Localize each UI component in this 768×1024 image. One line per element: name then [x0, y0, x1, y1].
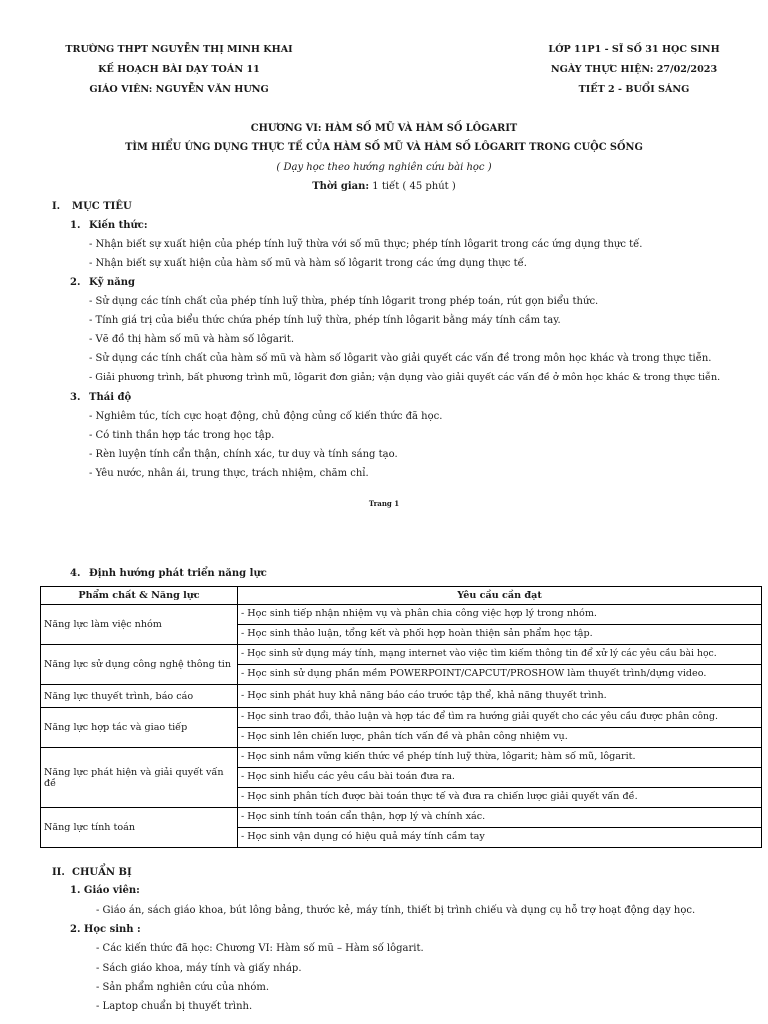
- requirement-item: - Học sinh thảo luận, tổng kết và phối hợp hoàn thiện sản phẩm học tập.: [241, 628, 593, 639]
- skills-item: - Tính giá trị của biểu thức chứa phép tính luỹ thừa, phép tính lôgarit bằng máy tính cầm tay.: [89, 315, 561, 326]
- knowledge-item: - Nhận biết sự xuất hiện của hàm số mũ và hàm số lôgarit trong các ứng dụng thực tế.: [89, 258, 527, 269]
- student-prep-item: - Các kiến thức đã học: Chương VI: Hàm số mũ – Hàm số lôgarit.: [96, 943, 424, 954]
- requirement-item: - Học sinh phân tích được bài toán thực tế và đưa ra chiến lược giải quyết vấn đề.: [241, 791, 638, 802]
- requirement-item: - Học sinh hiểu các yêu cầu bài toán đưa ra.: [238, 768, 761, 788]
- competency-requirements: [238, 645, 762, 685]
- table-row: [41, 808, 762, 848]
- table-header-requirements: Yêu cầu cần đạt: [238, 587, 762, 605]
- chapter-title: CHƯƠNG VI: HÀM SỐ MŨ VÀ HÀM SỐ LÔGARIT: [250, 123, 518, 134]
- competency-table: [40, 586, 762, 848]
- table-row: [41, 708, 762, 748]
- attitude-title: Thái độ: [89, 392, 132, 403]
- competency-requirements: [238, 605, 762, 645]
- competency-requirements: [238, 748, 762, 808]
- requirement-item: - Học sinh nắm vững kiến thức về phép tính luỹ thừa, lôgarit; hàm số mũ, lôgarit.: [238, 748, 761, 768]
- competency-name: Năng lực sử dụng công nghệ thông tin: [41, 645, 238, 685]
- section1-number: I.: [52, 201, 61, 212]
- teacher-name: GIÁO VIÊN: NGUYỄN VĂN HƯNG: [89, 84, 269, 95]
- table-header-competency: Phẩm chất & Năng lực: [41, 587, 238, 605]
- student-prep-item: - Sách giáo khoa, máy tính và giấy nháp.: [96, 963, 302, 974]
- knowledge-number: 1.: [70, 220, 81, 231]
- requirement-item: - Học sinh tiếp nhận nhiệm vụ và phân chia công việc hợp lý trong nhóm.: [238, 605, 761, 625]
- competency-name: Năng lực phát hiện và giải quyết vấn đề: [41, 748, 238, 808]
- competency-name: Năng lực làm việc nhóm: [41, 605, 238, 645]
- competency-name: Năng lực thuyết trình, báo cáo: [41, 685, 238, 708]
- duration-value: 1 tiết ( 45 phút ): [369, 181, 456, 192]
- knowledge-title: Kiến thức:: [89, 220, 148, 231]
- attitude-item: - Có tinh thần hợp tác trong học tập.: [89, 430, 275, 441]
- skills-item: - Vẽ đồ thị hàm số mũ và hàm số lôgarit.: [89, 334, 295, 345]
- competency-requirements: [238, 685, 762, 708]
- lesson-plan-title: KẾ HOẠCH BÀI DẠY TOÁN 11: [98, 64, 260, 75]
- page-number: Trang 1: [368, 499, 400, 508]
- table-row: [41, 645, 762, 685]
- student-prep-item: - Sản phẩm nghiên cứu của nhóm.: [96, 982, 270, 993]
- requirement-item: - Học sinh lên chiến lược, phân tích vấn đề và phân công nhiệm vụ.: [241, 731, 568, 742]
- attitude-item: - Nghiêm túc, tích cực hoạt động, chủ động củng cố kiến thức đã học.: [89, 411, 443, 422]
- skills-item: - Sử dụng các tính chất của phép tính luỹ thừa, phép tính lôgarit trong phép toán, rút gọn biểu thức.: [89, 296, 599, 307]
- skills-item: - Giải phương trình, bất phương trình mũ, lôgarit đơn giản; vận dụng vào giải quyết các vấn đề ở môn học khác & trong thực tiễn.: [89, 372, 721, 383]
- attitude-number: 3.: [70, 392, 81, 403]
- section2-title: CHUẨN BỊ: [72, 867, 132, 878]
- table-row: [41, 685, 762, 708]
- attitude-item: - Yêu nước, nhân ái, trung thực, trách nhiệm, chăm chỉ.: [89, 468, 369, 479]
- date-info: NGÀY THỰC HIỆN: 27/02/2023: [550, 64, 718, 75]
- requirement-item: - Học sinh sử dụng phần mềm POWERPOINT/CAPCUT/PROSHOW làm thuyết trình/dựng video.: [241, 668, 707, 679]
- skills-number: 2.: [70, 277, 81, 288]
- knowledge-item: - Nhận biết sự xuất hiện của phép tính luỹ thừa với số mũ thực; phép tính lôgarit trong các ứng dụng thực tế.: [89, 239, 643, 250]
- table-header-row: [41, 587, 762, 605]
- table-row: [41, 605, 762, 645]
- period-info: TIẾT 2 - BUỔI SÁNG: [578, 84, 690, 95]
- requirement-item: - Học sinh trao đổi, thảo luận và hợp tác để tìm ra hướng giải quyết cho các yêu cầu được phân công.: [238, 708, 761, 728]
- competency-requirements: [238, 808, 762, 848]
- section1-title: MỤC TIÊU: [72, 201, 132, 212]
- school-name: TRƯỜNG THPT NGUYỄN THỊ MINH KHAI: [65, 44, 293, 55]
- student-prep-item: - Laptop chuẩn bị thuyết trình.: [96, 1001, 253, 1012]
- duration: [0, 181, 768, 192]
- competency-name: Năng lực hợp tác và giao tiếp: [41, 708, 238, 748]
- requirement-item: - Học sinh tính toán cẩn thận, hợp lý và chính xác.: [238, 808, 761, 828]
- table-row: [41, 748, 762, 808]
- duration-label: Thời gian:: [312, 181, 370, 192]
- teacher-prep-title: 1. Giáo viên:: [70, 885, 140, 896]
- requirement-item: - Học sinh vận dụng có hiệu quả máy tính cầm tay: [241, 831, 485, 842]
- skills-title: Kỹ năng: [89, 277, 135, 288]
- competency-number: 4.: [70, 568, 81, 579]
- topic-title: TÌM HIỂU ỨNG DỤNG THỰC TẾ CỦA HÀM SỐ MŨ VÀ HÀM SỐ LÔGARIT TRONG CUỘC SỐNG: [125, 142, 643, 153]
- skills-item: - Sử dụng các tính chất của hàm số mũ và hàm số lôgarit vào giải quyết các vấn đề trong môn học khác và trong thực tiễn.: [89, 353, 712, 364]
- section2-number: II.: [52, 867, 65, 878]
- teacher-prep-item: - Giáo án, sách giáo khoa, bút lông bảng, thước kẻ, máy tính, thiết bị trình chiếu và dụng cụ hỗ trợ hoạt động dạy học.: [96, 905, 696, 916]
- requirement-item: - Học sinh phát huy khả năng báo cáo trước tập thể, khả năng thuyết trình.: [241, 690, 607, 701]
- teaching-method: ( Dạy học theo hướng nghiên cứu bài học ): [276, 162, 492, 173]
- competency-requirements: [238, 708, 762, 748]
- competency-name: Năng lực tính toán: [41, 808, 238, 848]
- class-info: LỚP 11P1 - SĨ SỐ 31 HỌC SINH: [548, 44, 720, 55]
- competency-title: Định hướng phát triển năng lực: [89, 568, 267, 579]
- attitude-item: - Rèn luyện tính cẩn thận, chính xác, tư duy và tính sáng tạo.: [89, 449, 398, 460]
- student-prep-title: 2. Học sinh :: [70, 924, 141, 935]
- requirement-item: - Học sinh sử dụng máy tính, mạng internet vào việc tìm kiếm thông tin để xử lý các yêu cầu bài học.: [238, 645, 761, 665]
